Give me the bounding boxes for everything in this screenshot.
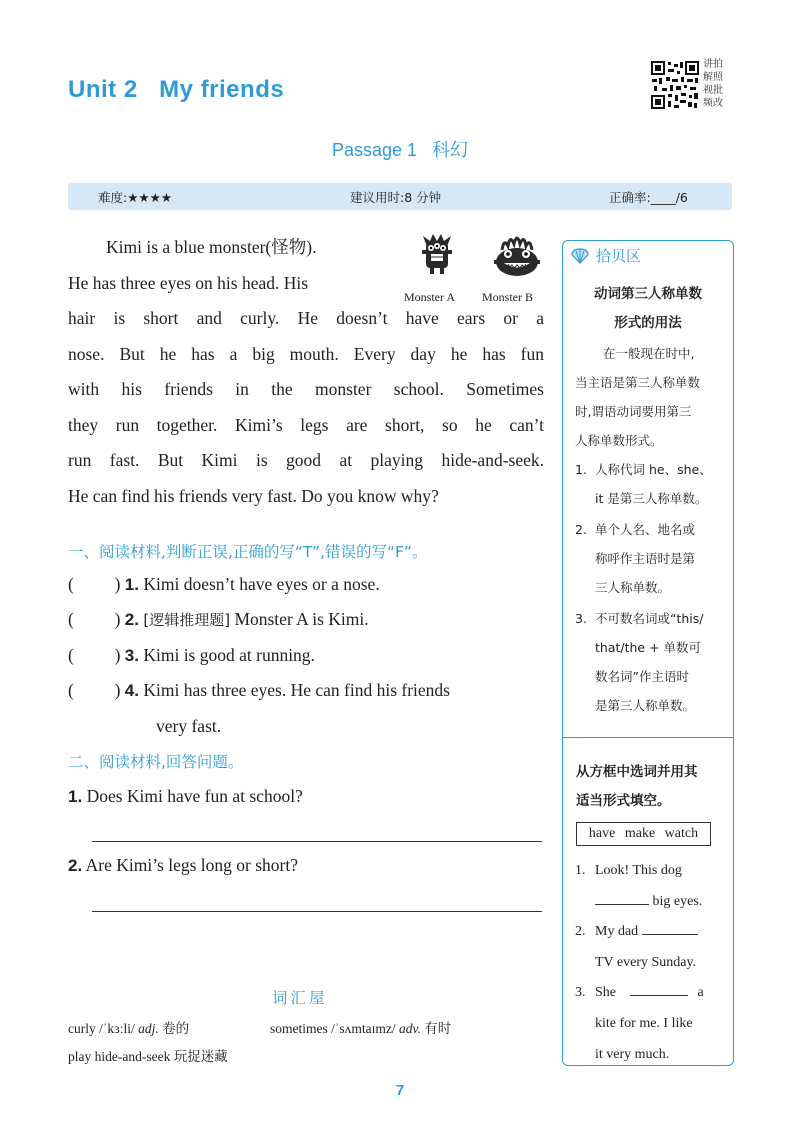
question-number: 1. [68,787,83,806]
passage-line: He has three eyes on his head. His [68,272,309,293]
question-number: 2. [124,610,139,629]
page-number: 7 [395,1082,405,1099]
monster-b-label: Monster B [482,290,533,304]
fill-blank[interactable] [595,892,649,905]
exercise-text: it very much. [595,1047,670,1062]
passage-title: Passage 1 科幻 [331,140,469,160]
vocab-entry [270,1017,451,1037]
question-text: Monster A is Kimi. [234,609,369,629]
paren-open: ( [68,609,74,629]
exercise-text: big eyes. [652,894,703,909]
sidebar-title: 形式的用法 [614,315,682,331]
rule-line: 不可数名词或“this/ [595,611,704,626]
exercise-text: She [595,985,616,1000]
exercise-text: My dad [595,924,639,939]
paren-close: ) [114,680,121,700]
paren-open: ( [68,574,74,594]
fill-blank[interactable] [642,922,698,935]
passage-line: run fast. But Kimi is good at playing hide-and-seek. [68,450,544,470]
exercise-instructions [576,758,698,816]
exercise-text: Look! This dog [595,863,682,878]
word-box: have make watch [576,822,711,846]
vocab-pos: adj. [138,1021,159,1036]
vocab-entry [68,1017,189,1037]
exercise-item-2 [575,916,723,978]
paren-close: ) [114,609,121,629]
question-number: 3. [124,646,139,665]
question-text: Kimi is good at running. [143,645,315,665]
exercise-text: a [697,985,704,1000]
question-text: Kimi doesn’t have eyes or a nose. [143,574,380,594]
vocab-title: 词汇屋 [272,989,328,1007]
vocab-meaning: 卷的 [158,1021,190,1036]
open-question-2 [68,855,298,876]
tf-question-3 [68,645,315,666]
qr-label-line: 讲拍 [703,59,723,70]
vocab-word: curly /ˈkɜːli/ [68,1021,139,1036]
qr-code-icon[interactable] [650,60,700,110]
passage-line: with his friends in the monster school. Sometimes [68,379,544,399]
section2-heading: 二、阅读材料,回答问题。 [68,753,244,771]
unit-title: Unit 2 My friends [68,76,285,103]
tf-question-4 [68,680,450,701]
tf-question-1 [68,574,380,595]
sidebar-tab-label: 拾贝区 [596,247,642,265]
info-bar [68,183,732,210]
monster-illustrations [404,232,550,307]
accuracy-rate: 正确率:____/6 [609,190,688,205]
rule-line: 称呼作主语时是第 [595,551,696,566]
paren-open: ( [68,680,74,700]
monster-a-icon [420,232,454,276]
vocab-meaning: 有时 [420,1021,452,1036]
question-tag: [逻辑推理题] [143,611,231,629]
exercise-text: kite for me. I like [595,1016,693,1031]
exercise-title-line: 适当形式填空。 [576,793,671,809]
rule-line: 三人称单数。 [595,580,671,595]
rule-number: 3. [575,611,587,626]
vocab-word: play hide-and-seek [68,1049,171,1064]
paren-open: ( [68,645,74,665]
question-number: 2. [68,856,83,875]
rule-number: 2. [575,522,587,537]
intro-line: 当主语是第三人称单数 [575,375,701,390]
rule-line: 是第三人称单数。 [595,698,696,713]
qr-label [703,58,737,110]
question-text: Kimi has three eyes. He can find his friends [143,680,450,700]
fill-blank[interactable] [630,983,688,996]
passage-line: hair is short and curly. He doesn’t have ears or a [68,308,544,328]
passage-line: Kimi is a blue monster(怪物). [106,237,317,257]
passage-line: He can find his friends very fast. Do you know why? [68,485,439,506]
question-text: Does Kimi have fun at school? [86,786,303,806]
rule-line: that/the + 单数可 [595,640,702,655]
difficulty-rating: 难度:★★★★ [98,190,173,205]
monster-b-icon [492,232,542,278]
exercise-item-1 [575,855,723,917]
passage-line: nose. But he has a big mouth. Every day he has fun [68,343,544,364]
paren-close: ) [114,574,121,594]
rule-line: 单个人名、地名或 [595,522,696,537]
rule-line: 数名词”作主语时 [595,669,689,684]
sidebar-rule-3 [575,604,729,720]
sidebar-tab [570,245,641,266]
intro-line: 在一般现在时中, [603,346,695,361]
qr-label-line: 解照 [703,72,723,83]
intro-line: 时,谓语动词要用第三 [575,404,692,419]
vocab-entry [68,1045,228,1065]
exercise-item-3 [575,977,723,1070]
sidebar-rule-1 [575,455,729,513]
rule-line: it 是第三人称单数。 [595,491,708,506]
sidebar-title: 动词第三人称单数 [594,286,702,302]
qr-label-line: 视批 [703,85,723,96]
sidebar-rule-2 [575,515,729,602]
tf-question-2 [68,609,369,630]
monster-a-label: Monster A [404,290,455,304]
intro-line: 人称单数形式。 [575,433,663,448]
vocab-word: sometimes /ˈsʌmtaɪmz/ [270,1021,399,1036]
exercise-number: 3. [575,985,586,1000]
exercise-title-line: 从方框中选词并用其 [576,764,698,780]
exercise-number: 2. [575,924,586,939]
tf-question-4-continued: very fast. [156,716,222,736]
question-number: 1. [124,575,139,594]
question-number: 4. [124,681,139,700]
vocab-pos: adv. [398,1021,421,1036]
passage-line: they run together. Kimi’s legs are short, so he can’t [68,414,544,435]
shell-icon [570,247,590,265]
question-text: Are Kimi’s legs long or short? [85,855,299,875]
suggested-time: 建议用时:8 分钟 [350,190,442,205]
exercise-text: TV every Sunday. [595,955,697,970]
sidebar-intro [575,339,727,455]
rule-line: 人称代词 he、she、 [595,462,712,477]
section1-heading: 一、阅读材料,判断正误,正确的写“T”,错误的写“F”。 [68,543,428,561]
open-question-1 [68,786,303,807]
qr-label-line: 频改 [703,98,723,109]
exercise-number: 1. [575,863,586,878]
vocab-meaning: 玩捉迷藏 [170,1049,228,1064]
sidebar-divider [562,737,734,738]
paren-close: ) [114,645,121,665]
answer-line-2[interactable] [92,911,542,912]
answer-line-1[interactable] [92,841,542,842]
rule-number: 1. [575,462,587,477]
